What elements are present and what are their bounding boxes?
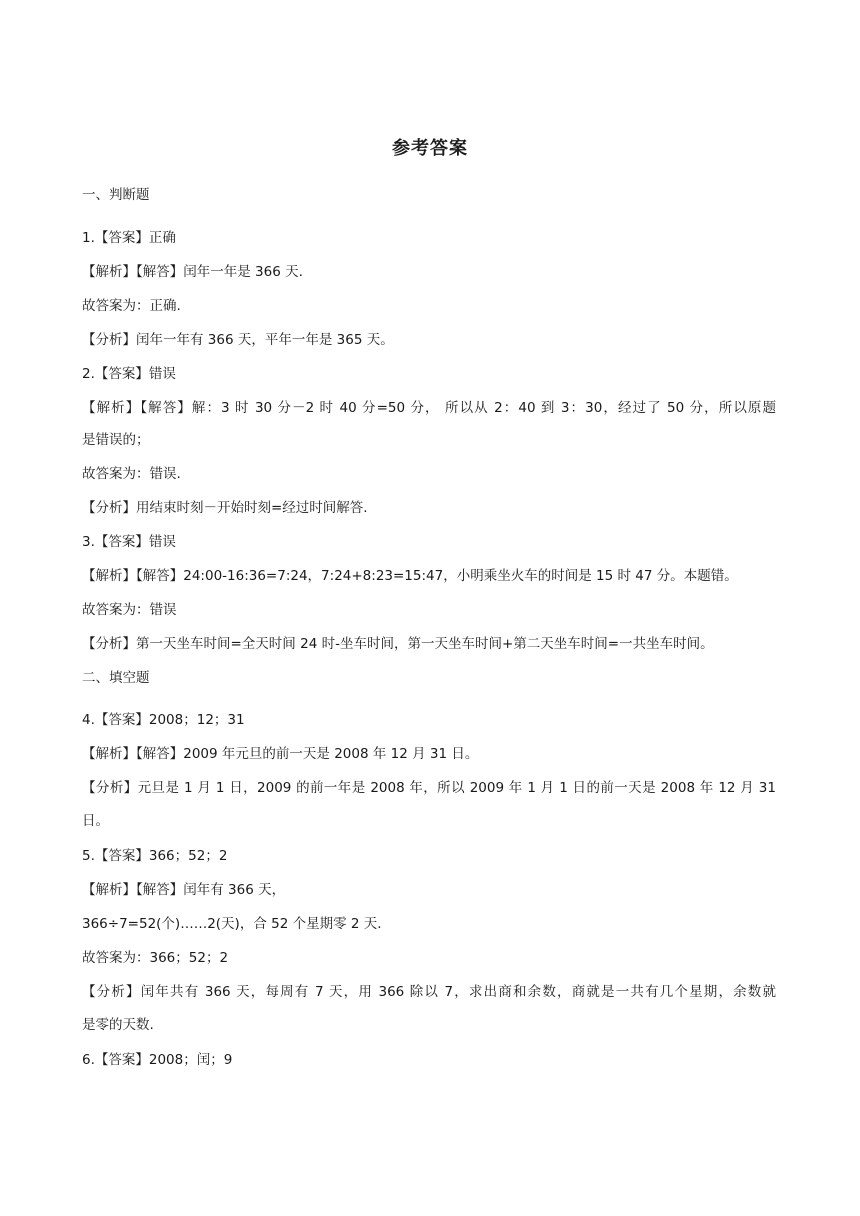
explanation-5-continued: 是零的天数. xyxy=(82,1017,154,1033)
analysis-2-continued: 是错误的； xyxy=(82,432,150,448)
answer-6: 6.【答案】2008；闰；9 xyxy=(82,1052,233,1068)
conclusion-3: 故答案为：错误 xyxy=(82,602,177,618)
answer-1: 1.【答案】正确 xyxy=(82,230,176,246)
answer-5: 5.【答案】366；52；2 xyxy=(82,848,228,864)
explanation-1: 【分析】闰年一年有 366 天，平年一年是 365 天。 xyxy=(82,332,394,348)
section-heading-judgment: 一、判断题 xyxy=(82,187,150,203)
explanation-4: 【分析】元旦是 1 月 1 日，2009 的前一年是 2008 年，所以 2009 年 1 月 1 日的前一天是 2008 年 12 月 31 xyxy=(82,780,776,796)
analysis-1: 【解析】【解答】闰年一年是 366 天. xyxy=(82,264,303,280)
page-title: 参考答案 xyxy=(392,138,468,159)
conclusion-5: 故答案为：366；52；2 xyxy=(82,950,229,966)
analysis-3: 【解析】【解答】24:00-16:36=7:24，7:24+8:23=15:47，小明乘坐火车的时间是 15 时 47 分。本题错。 xyxy=(82,568,738,584)
section-heading-fill: 二、填空题 xyxy=(82,670,150,686)
explanation-3: 【分析】第一天坐车时间=全天时间 24 时-坐车时间，第一天坐车时间+第二天坐车时间=一共坐车时间。 xyxy=(82,636,714,652)
analysis-2: 【解析】【解答】解：3 时 30 分－2 时 40 分=50 分， 所以从 2：40 到 3：30，经过了 50 分，所以原题 xyxy=(82,400,776,416)
analysis-5: 【解析】【解答】闰年有 366 天， xyxy=(82,882,286,898)
answer-4: 4.【答案】2008；12；31 xyxy=(82,712,245,728)
analysis-4: 【解析】【解答】2009 年元旦的前一天是 2008 年 12 月 31 日。 xyxy=(82,746,479,762)
conclusion-2: 故答案为：错误. xyxy=(82,466,181,482)
explanation-2: 【分析】用结束时刻－开始时刻=经过时间解答. xyxy=(82,500,368,516)
answer-2: 2.【答案】错误 xyxy=(82,366,176,382)
calculation-5: 366÷7=52(个)……2(天)，合 52 个星期零 2 天. xyxy=(82,916,382,932)
explanation-4-continued: 日。 xyxy=(82,813,109,829)
conclusion-1: 故答案为：正确. xyxy=(82,298,181,314)
answer-3: 3.【答案】错误 xyxy=(82,534,176,550)
explanation-5: 【分析】闰年共有 366 天，每周有 7 天，用 366 除以 7，求出商和余数，商就是一共有几个星期，余数就 xyxy=(82,984,776,1000)
